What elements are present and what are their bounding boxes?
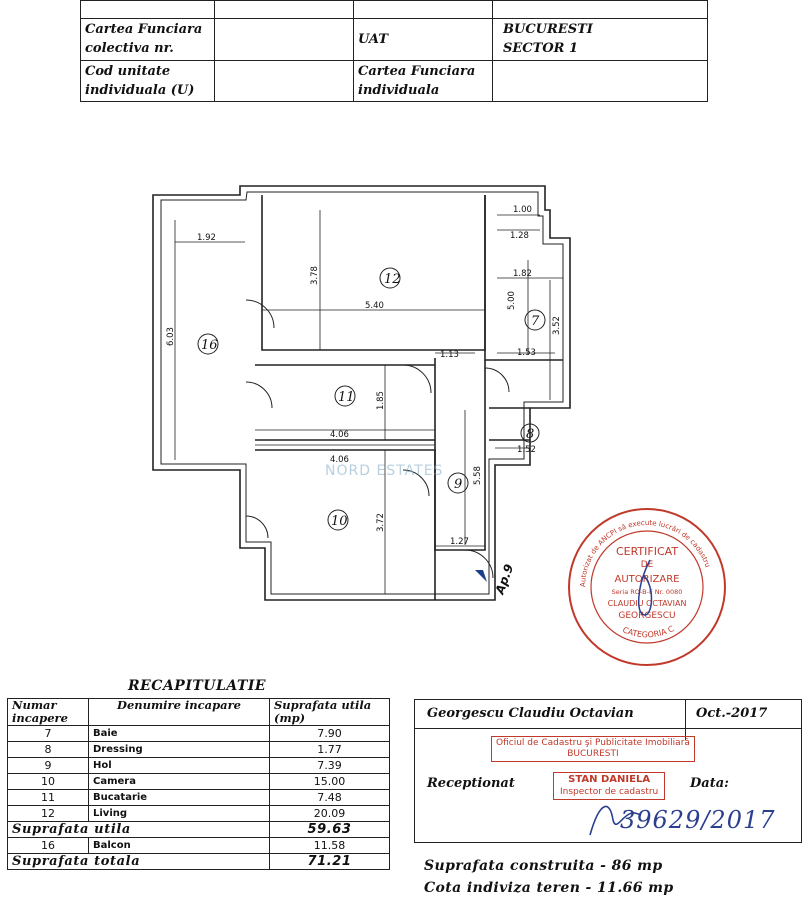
- table-row: [8, 742, 390, 758]
- header-blank-cell: [215, 1, 354, 19]
- suprafata-totala-value: 71.21: [270, 854, 390, 870]
- dim-label: 3.52: [552, 316, 562, 335]
- row-nr: 11: [8, 790, 89, 806]
- signature-box: [414, 699, 802, 843]
- room-number-12: 12: [384, 272, 401, 287]
- row-area: 7.90: [270, 726, 390, 742]
- suprafata-utila-label: Suprafata utila: [8, 822, 270, 838]
- dim-label: 1.82: [513, 269, 532, 279]
- cf-individuala-label: Cartea Funciara individuala: [354, 60, 493, 102]
- office-stamp-line: BUCURESTI: [567, 749, 619, 759]
- suprafata-construita: Suprafata construita - 86 mp: [424, 858, 663, 874]
- row-nr: 10: [8, 774, 89, 790]
- row-area: 15.00: [270, 774, 390, 790]
- table-row: [8, 726, 390, 742]
- row-area: 7.48: [270, 790, 390, 806]
- col-header-suprafata: Suprafata utila (mp): [270, 699, 390, 726]
- row-area: 20.09: [270, 806, 390, 822]
- floor-plan: [145, 150, 585, 620]
- receptionat-label: Receptionat: [427, 776, 515, 791]
- dim-label: 6.03: [166, 327, 176, 346]
- balcon-row: [8, 838, 390, 854]
- inspector-name: STAN DANIELA: [568, 774, 651, 785]
- table-row: [8, 806, 390, 822]
- dim-label: 1.27: [450, 537, 469, 547]
- room-number-9: 9: [454, 477, 463, 492]
- row-area: 1.77: [270, 742, 390, 758]
- recapitulatie-title: RECAPITULATIE: [128, 678, 267, 694]
- dim-label: 4.06: [330, 430, 349, 440]
- cf-colectiva-label: Cartea Funciara colectiva nr.: [81, 19, 215, 61]
- stamp-line: AUTORIZARE: [614, 574, 680, 585]
- uat-label: UAT: [354, 19, 493, 61]
- cadastral-header-table: [80, 0, 708, 102]
- cod-unitate-value: [215, 60, 354, 102]
- stamp-line: GEORGESCU: [618, 611, 676, 621]
- dim-label: 1.13: [440, 350, 459, 360]
- table-row: [8, 790, 390, 806]
- dim-label: 4.06: [330, 455, 349, 465]
- author-date: Oct.-2017: [685, 700, 777, 740]
- header-blank-cell: [493, 1, 708, 19]
- dim-label: 1.85: [376, 391, 386, 410]
- dim-label: 1.53: [517, 348, 536, 358]
- row-name: Balcon: [89, 838, 270, 854]
- entrance-arrow-icon: [475, 570, 487, 582]
- inspector-role: Inspector de cadastru: [560, 787, 659, 797]
- uat-city: BUCURESTI: [503, 22, 593, 37]
- dim-label: 1.28: [510, 231, 529, 241]
- uat-value: [493, 19, 708, 61]
- uat-sector: SECTOR 1: [503, 41, 579, 56]
- room-number-16: 16: [201, 338, 218, 353]
- dim-label: 3.78: [310, 266, 320, 285]
- row-name: Hol: [89, 758, 270, 774]
- watermark-text: NORD ESTATES: [325, 463, 444, 479]
- office-stamp: [491, 736, 695, 762]
- row-nr: 12: [8, 806, 89, 822]
- col-header-numar: Numar incapere: [8, 699, 89, 726]
- dim-label: 3.72: [376, 513, 386, 532]
- row-name: Bucatarie: [89, 790, 270, 806]
- row-nr: 7: [8, 726, 89, 742]
- data-label: Data:: [690, 776, 729, 791]
- stamp-line: Seria RO-B-F Nr. 0080: [611, 588, 683, 596]
- row-name: Dressing: [89, 742, 270, 758]
- dim-label: 5.00: [507, 291, 517, 310]
- table-row: [8, 758, 390, 774]
- author-row: [415, 700, 801, 729]
- entrance-label: Ap.9: [492, 562, 517, 597]
- stamp-line: CLAUDIU OCTAVIAN: [607, 599, 687, 608]
- room-number-11: 11: [338, 390, 355, 405]
- suprafata-totala-label: Suprafata totala: [8, 854, 270, 870]
- dim-label: 5.58: [473, 466, 483, 485]
- row-area: 7.39: [270, 758, 390, 774]
- header-blank-cell: [81, 1, 215, 19]
- suprafata-utila-value: 59.63: [270, 822, 390, 838]
- stamp-ring-bottom: CATEGORIA C: [621, 624, 676, 640]
- room-number-7: 7: [531, 314, 540, 329]
- cota-indiviza: Cota indiviza teren - 11.66 mp: [424, 880, 674, 896]
- recapitulatie-table: [7, 698, 390, 870]
- cf-individuala-value: [493, 60, 708, 102]
- handwritten-signature: [585, 795, 645, 840]
- row-nr: 9: [8, 758, 89, 774]
- row-name: Camera: [89, 774, 270, 790]
- row-name: Living: [89, 806, 270, 822]
- stamp-ring-text: Autorizat de ANCPI să execute lucrări de cadastru: [578, 518, 712, 588]
- handwritten-number: 39629/2017: [620, 806, 776, 834]
- suprafata-totala-row: [8, 854, 390, 870]
- cod-unitate-label: Cod unitate individuala (U): [81, 60, 215, 102]
- stamp-line: DE: [640, 560, 654, 570]
- dim-label: 5.40: [365, 301, 384, 311]
- row-name: Baie: [89, 726, 270, 742]
- row-nr: 16: [8, 838, 89, 854]
- header-blank-cell: [354, 1, 493, 19]
- room-number-10: 10: [331, 514, 348, 529]
- dim-label: 1.00: [513, 205, 532, 215]
- col-header-denumire: Denumire incapare: [89, 699, 270, 726]
- table-row: [8, 774, 390, 790]
- cf-colectiva-value: [215, 19, 354, 61]
- room-number-8: 8: [526, 427, 535, 442]
- authorization-stamp: [565, 505, 730, 670]
- row-nr: 8: [8, 742, 89, 758]
- office-stamp-line: Oficiul de Cadastru şi Publicitate Imobiliară: [496, 738, 690, 748]
- row-area: 11.58: [270, 838, 390, 854]
- suprafata-utila-row: [8, 822, 390, 838]
- author-name: Georgescu Claudiu Octavian: [427, 706, 634, 721]
- dim-label: 1.52: [517, 445, 536, 455]
- stamp-line: CERTIFICAT: [615, 545, 679, 558]
- dim-label: 1.92: [197, 233, 216, 243]
